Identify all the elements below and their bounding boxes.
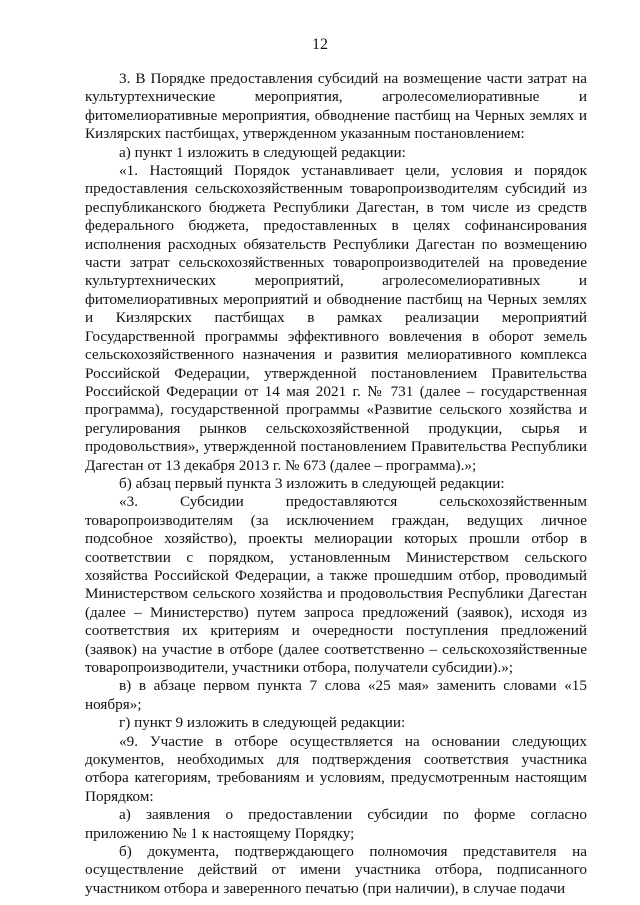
paragraph-quote-point-9: «9. Участие в отборе осуществляется на основании следующих документов, необходимых для подтверждения соответствия участника отбора категориям, требованиям и условиям, предусмотренным настоящим Порядком: [85, 732, 587, 805]
paragraph-quote-point-1: «1. Настоящий Порядок устанавливает цели, условия и порядок предоставления сельскохозяйственным товаропроизводителям субсидий из республиканского бюджета Республики Дагестан, в том числе из средств федерального бюджета, предоставленных в целях софинансирования исполнения расходных обязательств Республики Дагестан по возмещению части затрат сельскохозяйственных товаропроизводителей на проведение культуртехнических мероприятий, агролесомелиоративных и фитомелиоративных мероприятий и обводнение пастбищ на Черных землях и Кизлярских пастбищах в рамках реализации мероприятий Государственной программы эффективного вовлечения в оборот земель сельскохозяйственного назначения и развития мелиоративного комплекса Российской Федерации, утвержденной постановлением Правительства Российской Федерации от 14 мая 2021 г. № 731 (далее – государственная программа), государственной программы «Развитие сельского хозяйства и регулирования рынков сельскохозяйственной продукции, сырья и продовольствия», утвержденной постановлением Правительства Республики Дагестан от 13 декабря 2013 г. № 673 (далее – программа).»; [85, 162, 587, 474]
paragraph-subitem-g: г) пункт 9 изложить в следующей редакции: [119, 714, 406, 732]
paragraph-subitem-b: б) абзац первый пункта 3 изложить в следующей редакции: [119, 474, 505, 492]
paragraph-item-3: 3. В Порядке предоставления субсидий на возмещение части затрат на культуртехнические мероприятия, агролесомелиоративные и фитомелиоративные мероприятия, обводнение пастбищ на Черных землях и Кизлярских пастбищах, утвержденном указанным постановлением: [85, 70, 587, 143]
paragraph-quote-point-3: «3. Субсидии предоставляются сельскохозяйственным товаропроизводителям (за исключением граждан, ведущих личное подсобное хозяйство), проекты мелиорации которых прошли отбор в соответствии с порядком, установленным Министерством сельского хозяйства Российской Федерации, а также прошедшим отбор, проводимый Министерством сельского хозяйства и продовольствия Республики Дагестан (далее – Министерство) путем запроса предложений (заявок), исходя из соответствия их критериям и очередности поступления предложений (заявок) на участие в отборе (далее соответственно – сельскохозяйственные товаропроизводители, участники отбора, получатели субсидии).»; [85, 493, 587, 676]
paragraph-list-b: б) документа, подтверждающего полномочия представителя на осуществление действий от имени участника отбора, подписанного участником отбора и заверенного печатью (при наличии), в случае подачи [85, 843, 587, 897]
paragraph-list-a: а) заявления о предоставлении субсидии по форме согласно приложению № 1 к настоящему Порядку; [85, 806, 587, 842]
paragraph-subitem-a: а) пункт 1 изложить в следующей редакции: [119, 143, 406, 161]
document-body [85, 70, 587, 898]
paragraph-subitem-v: в) в абзаце первом пункта 7 слова «25 мая» заменить словами «15 ноября»; [85, 677, 587, 713]
page-number: 12 [312, 36, 328, 53]
